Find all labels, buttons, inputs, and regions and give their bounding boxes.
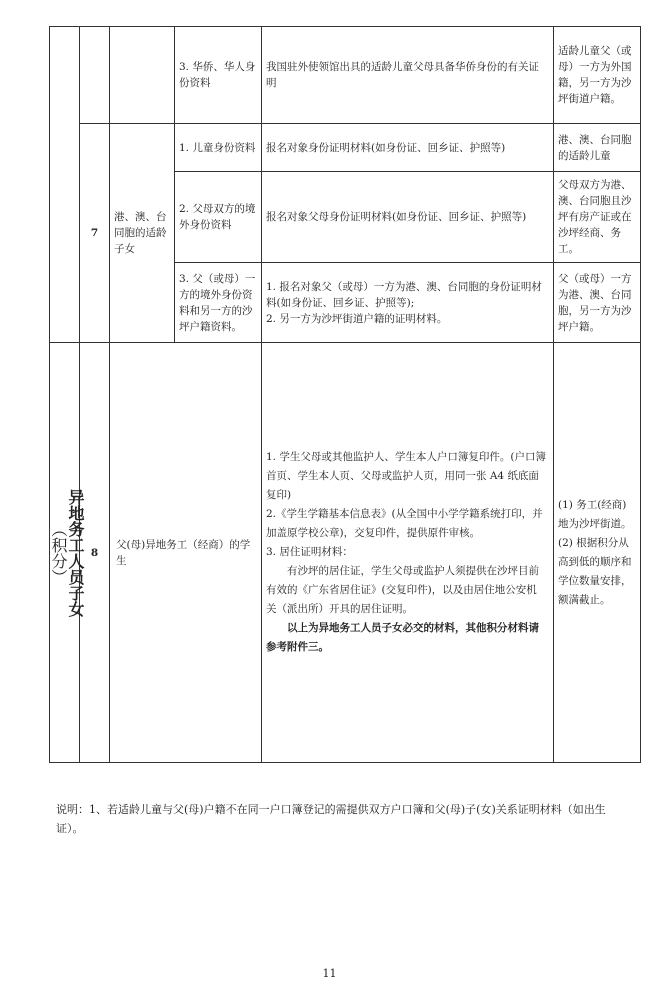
number-cell-empty [80, 27, 110, 124]
category-cell: 港、澳、台同胞的适龄子女 [110, 124, 175, 343]
category-side-cell [49, 343, 85, 763]
footnote: 说明：1、若适龄儿童与父(母)户籍不在同一户口簿登记的需提供双方户口簿和父(母)子(女)关系证明材料（如出生证）。 [56, 803, 606, 835]
note-line: (2) 根据积分从高到低的顺序和学位数量安排，额满截止。 [558, 536, 632, 606]
requirement-cell: 报名对象身份证明材料(如身份证、回乡证、护照等) [262, 124, 554, 172]
material-cell: 3. 华侨、华人身份资料 [175, 27, 262, 124]
note-cell: 港、澳、台同胞的适龄儿童 [554, 124, 641, 172]
requirement-cell: 我国驻外使领馆出具的适龄儿童父母具备华侨身份的有关证明 [262, 27, 554, 124]
row-number: 7 [80, 124, 110, 343]
row-number: 8 [80, 343, 110, 763]
requirement-paragraph: 3. 居住证明材料： [266, 546, 353, 558]
side-label: 异地务工人员子女 （积分） [49, 488, 85, 617]
table-row [50, 124, 641, 172]
page-number: 11 [322, 967, 337, 980]
note-line: (1) 务工(经商)地为沙坪街道。 [558, 498, 632, 530]
requirement-line: 2. 另一方为沙坪街道户籍的证明材料。 [266, 312, 448, 325]
requirement-paragraph: 2.《学生学籍基本信息表》(从全国中小学学籍系统打印，并加盖原学校公章)，交复印件，提供原件审核。 [266, 508, 543, 539]
requirement-line: 1. 报名对象父（或母）一方为港、澳、台同胞的身份证明材料(如身份证、回乡证、护照等); [266, 280, 542, 309]
note-cell [554, 343, 641, 763]
requirement-emphasis: 以上为异地务工人员子女必交的材料，其他积分材料请参考附件三。 [266, 622, 539, 653]
material-cell: 父(母)异地务工（经商）的学生 [110, 343, 262, 763]
enrollment-materials-table [49, 26, 641, 763]
material-cell: 3. 父（或母）一方的境外身份资料和另一方的沙坪户籍资料。 [175, 263, 262, 343]
requirement-paragraph: 有沙坪的居住证，学生父母或监护人须提供在沙坪目前有效的《广东省居住证》(交复印件)，以及由居住地公安机关（派出所）开具的居住证明。 [266, 565, 539, 615]
requirement-cell [262, 263, 554, 343]
note-cell: 父（或母）一方为港、澳、台同胞，另一方为沙坪户籍。 [554, 263, 641, 343]
material-cell: 2. 父母双方的境外身份资料 [175, 172, 262, 263]
material-cell: 1. 儿童身份资料 [175, 124, 262, 172]
requirement-cell: 报名对象父母身份证明材料(如身份证、回乡证、护照等) [262, 172, 554, 263]
requirement-paragraph: 1. 学生父母或其他监护人、学生本人户口簿复印件。(户口簿首页、学生本人页、父母或监护人页，用同一张 A4 纸底面复印) [266, 451, 546, 501]
category-side-cell-empty [50, 27, 80, 343]
table-row [50, 343, 641, 763]
requirement-cell [262, 343, 554, 763]
table-row [50, 27, 641, 124]
category-cell-empty [110, 27, 175, 124]
side-label-sub: （积分） [49, 520, 68, 585]
note-cell: 适龄儿童父（或母）一方为外国籍，另一方为沙坪街道户籍。 [554, 27, 641, 124]
note-cell: 父母双方为港、澳、台同胞且沙坪有房产证或在沙坪经商、务工。 [554, 172, 641, 263]
